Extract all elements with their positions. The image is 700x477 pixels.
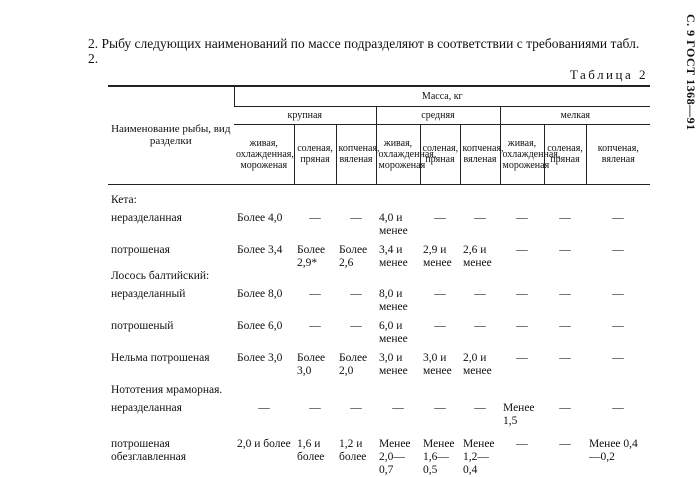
table-cell: 3,0 и менее xyxy=(379,351,408,377)
header-sub: соленая, пряная xyxy=(420,124,460,184)
table-cell: Более 2,6 xyxy=(339,243,368,269)
table-cell: — xyxy=(350,287,362,300)
table-cell xyxy=(420,184,460,212)
table-cell xyxy=(460,270,500,288)
table-cell: — xyxy=(309,401,321,414)
table-cell xyxy=(376,184,420,212)
table-cell xyxy=(336,184,376,212)
table-cell xyxy=(376,378,420,402)
table-caption: Таблица 2 xyxy=(569,67,648,82)
row-name: потрошеная xyxy=(111,243,170,256)
table-cell: Более 8,0 xyxy=(237,287,283,300)
table-cell: — xyxy=(559,211,571,224)
table-cell xyxy=(544,378,586,402)
table-cell: 3,4 и менее xyxy=(379,243,408,269)
table-cell xyxy=(460,184,500,212)
header-sub: соленая, пряная xyxy=(294,124,336,184)
table-row xyxy=(108,238,650,270)
table-cell: 8,0 и менее xyxy=(379,287,408,313)
table-cell: — xyxy=(516,287,528,300)
table-cell xyxy=(460,378,500,402)
intro-paragraph: 2. Рыбу следующих наименований по массе подразделяют в соответствии с требованиями табл. 2. xyxy=(88,36,640,66)
table-cell: — xyxy=(392,401,404,414)
table-cell xyxy=(294,378,336,402)
table-cell: — xyxy=(612,319,624,332)
table-row xyxy=(108,212,650,238)
page-header: С. 9 ГОСТ 1368—91 xyxy=(684,14,698,131)
table-row xyxy=(108,428,650,477)
table-cell: Более 2,0 xyxy=(339,351,368,377)
table-cell: — xyxy=(434,401,446,414)
row-name: неразделанный xyxy=(111,287,186,300)
table-cell xyxy=(544,184,586,212)
table-cell: Менее 1,2—0,4 xyxy=(463,437,495,476)
header-mass: Масса, кг xyxy=(234,86,650,106)
row-name: неразделанная xyxy=(111,211,182,224)
table-cell: — xyxy=(516,211,528,224)
table-row xyxy=(108,346,650,378)
table-cell: 2,6 и менее xyxy=(463,243,492,269)
table-cell: — xyxy=(309,287,321,300)
row-name: Кета: xyxy=(111,193,137,206)
table-cell: — xyxy=(474,319,486,332)
table-cell: — xyxy=(516,243,528,256)
row-name: Нельма потрошеная xyxy=(111,351,210,364)
table-cell: — xyxy=(434,319,446,332)
header-sub: соленая, пряная xyxy=(544,124,586,184)
table-cell xyxy=(586,378,650,402)
table-cell: — xyxy=(516,351,528,364)
table-cell: Более 6,0 xyxy=(237,319,283,332)
row-name: Нототения мраморная. xyxy=(111,383,223,396)
table-cell: Более 3,0 xyxy=(297,351,326,377)
table-cell: — xyxy=(350,401,362,414)
table-cell: 6,0 и менее xyxy=(379,319,408,345)
table-cell: Более 3,4 xyxy=(237,243,283,256)
table-row xyxy=(108,378,650,402)
table-cell: — xyxy=(559,351,571,364)
table-cell xyxy=(234,378,294,402)
table-cell: — xyxy=(559,287,571,300)
table-cell: — xyxy=(612,287,624,300)
table-row xyxy=(108,288,650,314)
table-cell: Менее 2,0—0,7 xyxy=(379,437,411,476)
table-cell: — xyxy=(474,211,486,224)
table-cell: Менее 0,4—0,2 xyxy=(589,437,638,463)
table-cell: 2,0 и менее xyxy=(463,351,492,377)
table-cell: Более 2,9* xyxy=(297,243,326,269)
table-cell: — xyxy=(559,243,571,256)
table-cell: — xyxy=(434,211,446,224)
header-medium: средняя xyxy=(376,106,500,124)
table-cell: 3,0 и менее xyxy=(423,351,452,377)
header-sub: копченая, вяленая xyxy=(586,124,650,184)
table-cell xyxy=(586,184,650,212)
mass-table xyxy=(108,85,650,477)
table-cell xyxy=(234,270,294,288)
table-cell xyxy=(294,184,336,212)
table-cell: 2,9 и менее xyxy=(423,243,452,269)
table-cell xyxy=(376,270,420,288)
table-cell xyxy=(544,270,586,288)
row-name: Лосось балтийский: xyxy=(111,269,210,282)
table-cell: — xyxy=(309,211,321,224)
table-cell: Менее 1,5 xyxy=(503,401,535,427)
table-cell xyxy=(500,378,544,402)
table-cell xyxy=(420,270,460,288)
table-cell xyxy=(336,378,376,402)
header-small: мелкая xyxy=(500,106,650,124)
header-sub: живая, охлажденная, мороженая xyxy=(500,124,544,184)
row-name: неразделанная xyxy=(111,401,182,414)
table-cell: — xyxy=(474,287,486,300)
table-cell: — xyxy=(559,437,571,450)
table-row xyxy=(108,184,650,212)
table-cell: — xyxy=(516,319,528,332)
table-row xyxy=(108,402,650,428)
table-cell: 1,2 и более xyxy=(339,437,367,463)
header-sub: живая, охлажденная, мороженая xyxy=(376,124,420,184)
table-cell: — xyxy=(258,401,270,414)
header-sub: живая, охлажденная, мороженая xyxy=(234,124,294,184)
table-cell: — xyxy=(559,401,571,414)
table-cell xyxy=(500,184,544,212)
table-cell: Более 3,0 xyxy=(237,351,283,364)
table-cell xyxy=(500,270,544,288)
table-cell: — xyxy=(434,287,446,300)
table-cell xyxy=(420,378,460,402)
row-name: потрошеная обезглавленная xyxy=(111,437,187,463)
table-cell: — xyxy=(516,437,528,450)
table-cell: — xyxy=(350,319,362,332)
header-sub: копченая, вяленая xyxy=(460,124,500,184)
table-cell: 1,6 и более xyxy=(297,437,325,463)
table-cell: — xyxy=(474,401,486,414)
table-cell: — xyxy=(612,401,624,414)
table-cell: 4,0 и менее xyxy=(379,211,408,237)
table-row xyxy=(108,270,650,288)
table-cell xyxy=(586,270,650,288)
table-cell: — xyxy=(612,211,624,224)
header-sub: копченая, вяленая xyxy=(336,124,376,184)
table-cell: — xyxy=(612,243,624,256)
table-cell: 2,0 и более xyxy=(237,437,291,450)
table-cell: — xyxy=(309,319,321,332)
table-cell: Менее 1,6—0,5 xyxy=(423,437,455,476)
table-cell xyxy=(336,270,376,288)
table-cell xyxy=(234,184,294,212)
header-large: крупная xyxy=(234,106,376,124)
header-name: Наименование рыбы, вид разделки xyxy=(108,86,234,184)
table-cell xyxy=(294,270,336,288)
table-row xyxy=(108,314,650,346)
table-cell: — xyxy=(350,211,362,224)
table-cell: Более 4,0 xyxy=(237,211,283,224)
row-name: потрошеный xyxy=(111,319,174,332)
table-cell: — xyxy=(612,351,624,364)
table-cell: — xyxy=(559,319,571,332)
